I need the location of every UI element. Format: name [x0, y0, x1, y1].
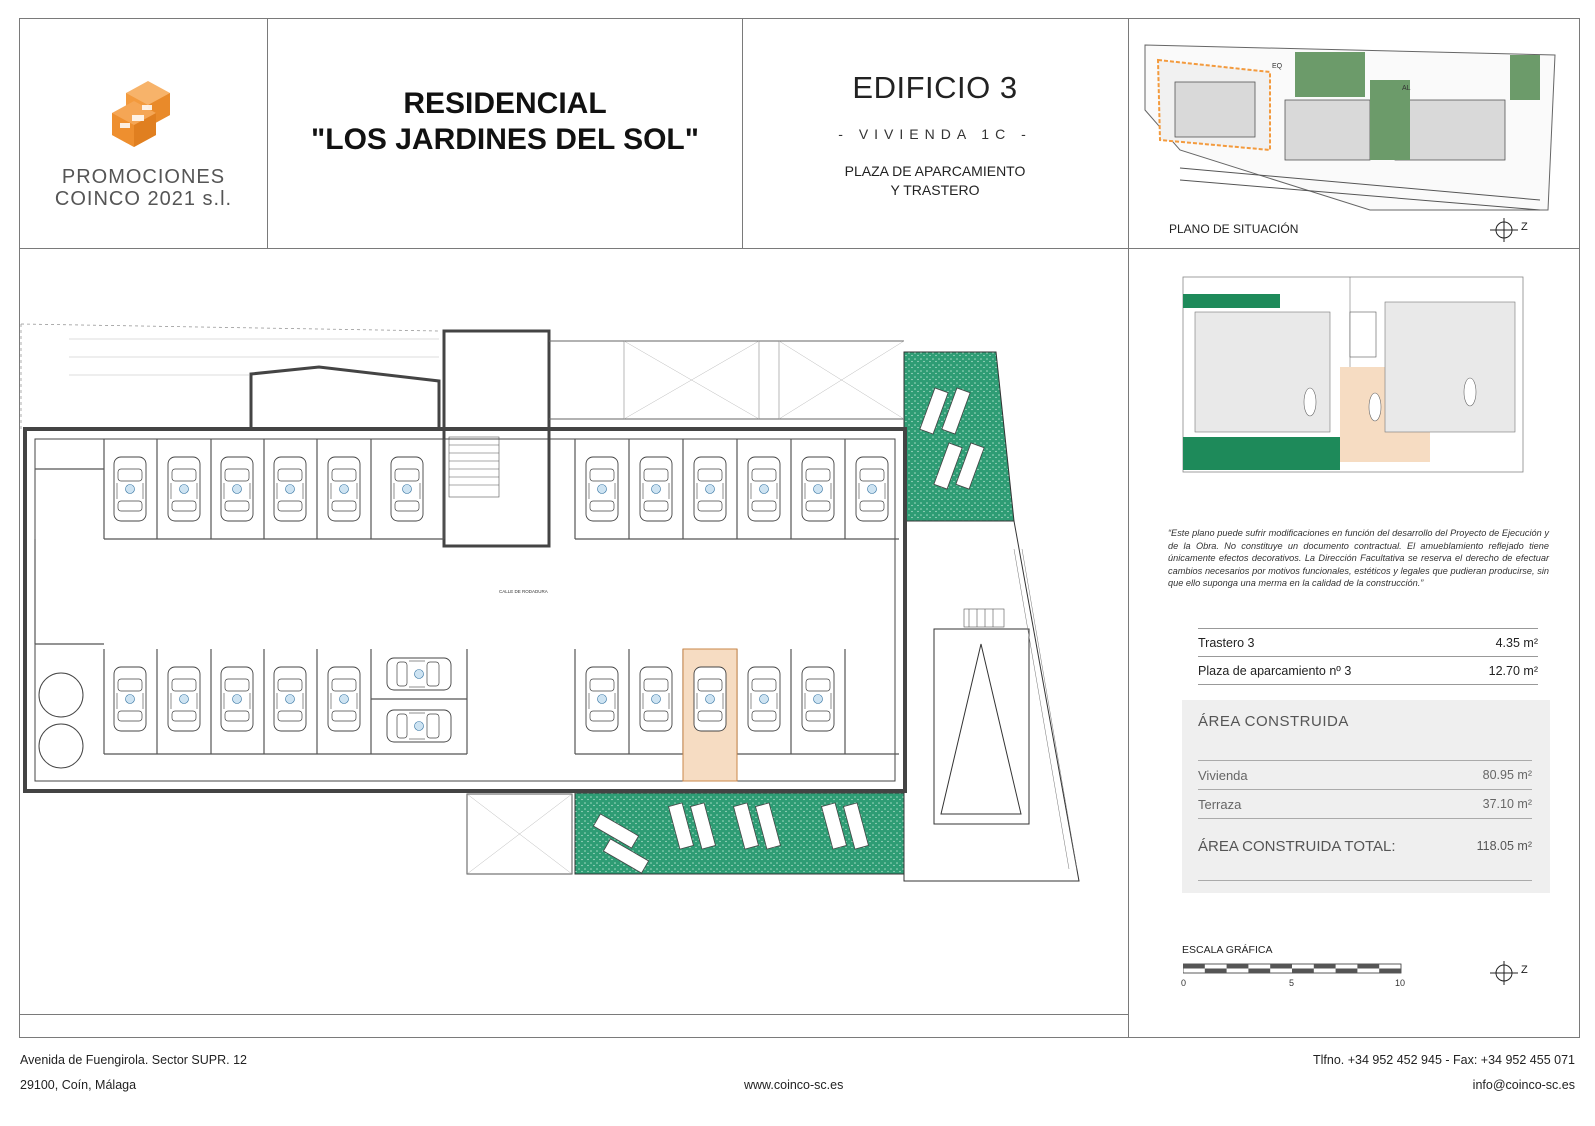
- coinco-logo-icon: [108, 75, 180, 155]
- scale-bar: [1183, 962, 1403, 976]
- project-title-line1: RESIDENCIAL: [403, 87, 607, 120]
- footer-address-line1: Avenida de Fuengirola. Sector SUPR. 12: [20, 1053, 247, 1067]
- storage-label: Trastero 3: [1198, 636, 1255, 650]
- parked-car-badge: [415, 722, 424, 731]
- sit-label-eq: EQ: [1272, 63, 1283, 70]
- building-desc-line2: Y TRASTERO: [890, 182, 980, 198]
- area-label: Vivienda: [1198, 768, 1248, 783]
- parked-car-badge: [814, 485, 823, 494]
- situation-plan-map: [1140, 40, 1560, 220]
- scale-tick-0: 0: [1181, 978, 1187, 988]
- situation-plan-label: PLANO DE SITUACIÓN: [1169, 222, 1299, 236]
- parked-car-badge: [760, 695, 769, 704]
- storage-row: [1198, 636, 1538, 650]
- parked-car-badge: [180, 485, 189, 494]
- north-label-scale: Z: [1521, 964, 1528, 976]
- footer-website: www.coinco-sc.es: [744, 1078, 844, 1092]
- parked-car-badge: [814, 695, 823, 704]
- table-rule: [1198, 628, 1538, 629]
- footer-phone: Tlfno. +34 952 452 945 - Fax: +34 952 455 071: [1312, 1053, 1575, 1067]
- parked-car-badge: [598, 695, 607, 704]
- storage-value: 4.35 m²: [1495, 636, 1538, 650]
- sit-label-al: AL: [1402, 85, 1411, 92]
- area-label: Terraza: [1198, 797, 1242, 812]
- plan-bottom-divider: [19, 1014, 1128, 1015]
- project-title: [268, 86, 742, 158]
- company-name-line2: COINCO 2021 s.l.: [54, 188, 233, 210]
- parked-car-badge: [652, 695, 661, 704]
- parking-value: 12.70 m²: [1488, 664, 1538, 678]
- parked-car-badge: [760, 485, 769, 494]
- parked-car-badge: [706, 485, 715, 494]
- parking-label: Plaza de aparcamiento nº 3: [1198, 664, 1352, 678]
- parked-car-badge: [868, 485, 877, 494]
- area-rule: [1198, 818, 1532, 819]
- parked-car-badge: [415, 670, 424, 679]
- parked-car-badge: [598, 485, 607, 494]
- building-desc-line1: PLAZA DE APARCAMIENTO: [844, 163, 1026, 179]
- area-total-row: [1198, 838, 1532, 855]
- table-rule: [1198, 656, 1538, 657]
- parked-car-badge: [233, 695, 242, 704]
- parked-car-badge: [652, 485, 661, 494]
- parked-car-badge: [340, 695, 349, 704]
- parked-car-badge: [340, 485, 349, 494]
- footer-email: info@coinco-sc.es: [1472, 1078, 1575, 1092]
- scale-label: ESCALA GRÁFICA: [1182, 944, 1273, 956]
- footer-address-line2: 29100, Coín, Málaga: [20, 1078, 137, 1092]
- area-title: ÁREA CONSTRUIDA: [1198, 713, 1349, 730]
- area-rule: [1198, 880, 1532, 881]
- scale-tick-5: 5: [1289, 978, 1295, 988]
- parked-car-badge: [286, 485, 295, 494]
- north-label: Z: [1521, 221, 1528, 233]
- parking-row: [1198, 664, 1538, 678]
- street-label: CALLE DE RODADURA: [499, 589, 548, 594]
- building-title: EDIFICIO 3: [852, 70, 1018, 105]
- project-title-line2: "LOS JARDINES DEL SOL": [311, 123, 699, 156]
- garage-floor-plan: [19, 249, 1128, 1014]
- area-row-vivienda: [1198, 768, 1532, 783]
- area-rule: [1198, 789, 1532, 790]
- area-value: 37.10 m²: [1482, 797, 1532, 811]
- parked-car-badge: [180, 695, 189, 704]
- company-logo: [20, 20, 267, 248]
- sidebar-divider: [1128, 18, 1129, 1038]
- area-total-label: ÁREA CONSTRUIDA TOTAL:: [1198, 838, 1396, 855]
- disclaimer-text: “Este plano puede sufrir modificaciones en función del desarrollo del Proyecto de Ejecución y de la Obra. No constituye un documento contractual. El amueblamiento reflejado tiene únicamente efectos decorativos. La Dirección Facultativa se reserva el derecho de efectuar cambios necesarios por motivos funcionales, estéticos y legales que pudieran producirse, sin que ello suponga una merma en la calidad de la construcción.”: [1168, 528, 1549, 589]
- company-name-line1: PROMOCIONES: [61, 166, 226, 188]
- parked-car-badge: [126, 695, 135, 704]
- unit-label: - VIVIENDA 1C -: [838, 126, 1032, 142]
- area-total-value: 118.05 m²: [1476, 839, 1532, 853]
- parked-car-badge: [403, 485, 412, 494]
- area-value: 80.95 m²: [1482, 768, 1532, 782]
- parked-car-badge: [706, 695, 715, 704]
- floor-key-plan: [1180, 272, 1528, 482]
- table-rule: [1198, 684, 1538, 685]
- area-rule: [1198, 760, 1532, 761]
- building-description: [742, 162, 1128, 200]
- scale-tick-10: 10: [1395, 978, 1406, 988]
- parked-car-badge: [126, 485, 135, 494]
- area-row-terraza: [1198, 797, 1532, 812]
- parked-car-badge: [233, 485, 242, 494]
- parked-car-badge: [286, 695, 295, 704]
